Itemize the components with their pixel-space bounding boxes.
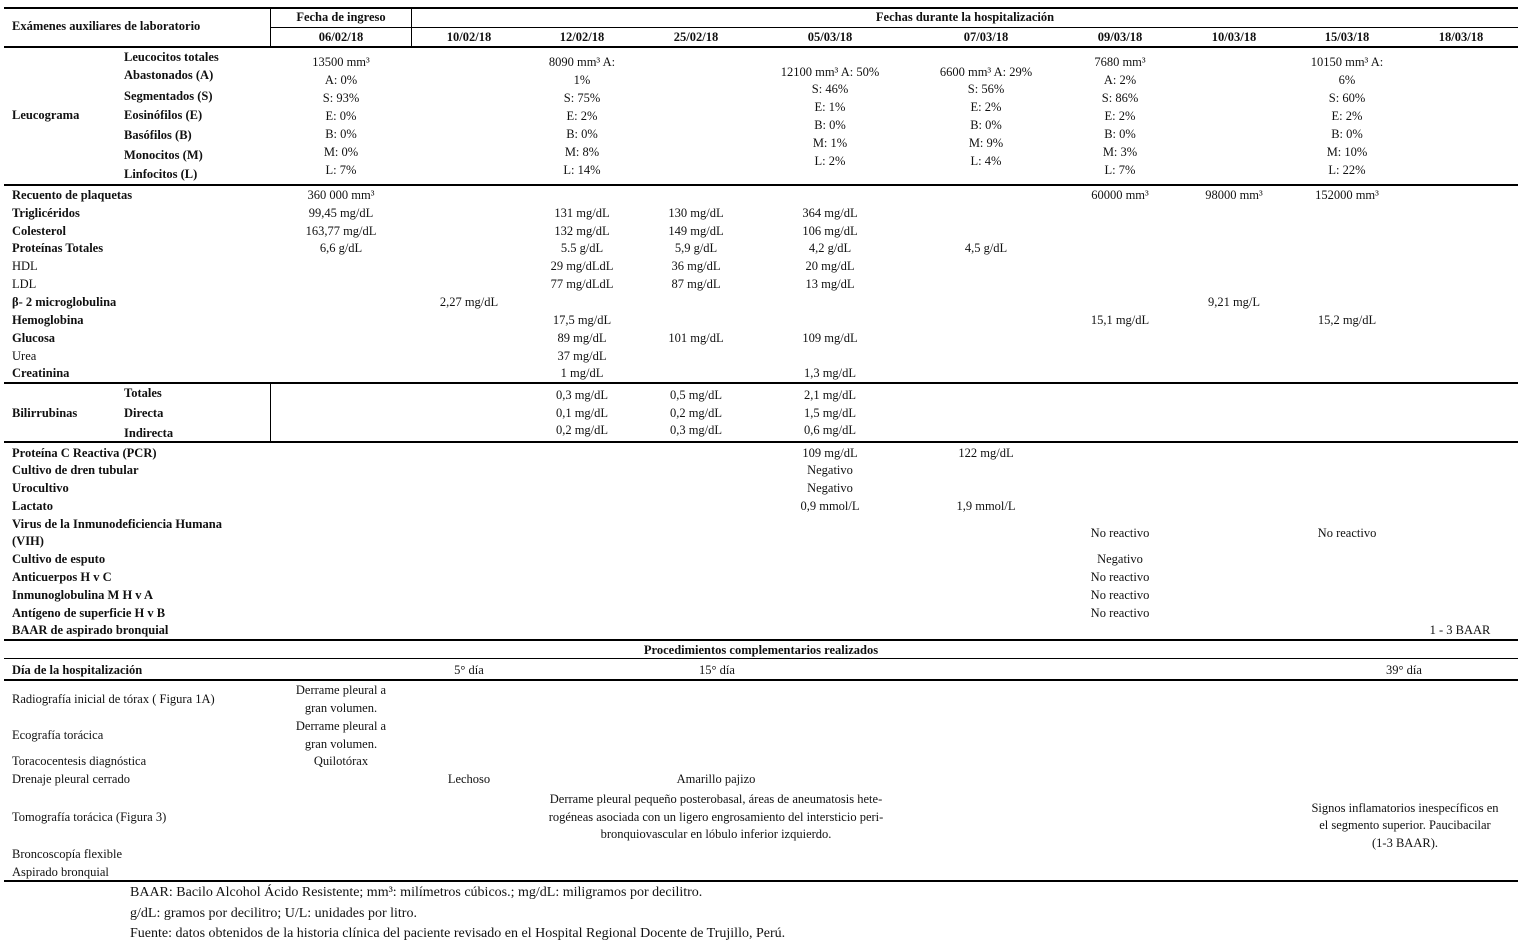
- cell-value: No reactivo: [1090, 570, 1150, 584]
- leuco-value: 7680 mm³: [1094, 55, 1146, 69]
- leuco-sublabel: Segmentados (S): [124, 89, 213, 103]
- rule-proc-title-bottom: [4, 658, 1518, 659]
- date-header: 25/02/18: [673, 30, 719, 44]
- cell-value: 4,2 g/dL: [808, 241, 852, 255]
- leuco-value: M: 3%: [1102, 145, 1138, 159]
- leuco-value: M: 9%: [968, 136, 1004, 150]
- proc-label: Aspirado bronquial: [12, 865, 109, 879]
- leuco-value: B: 0%: [325, 127, 357, 141]
- bilirrubinas-label: Bilirrubinas: [12, 406, 78, 420]
- proc-value: gran volumen.: [304, 737, 378, 751]
- leuco-value: 13500 mm³: [312, 55, 370, 69]
- leuco-value: L: 22%: [1328, 163, 1366, 177]
- leuco-value: 10150 mm³ A:: [1310, 55, 1384, 69]
- leuco-value: S: 56%: [967, 82, 1005, 96]
- table-title: Exámenes auxiliares de laboratorio: [12, 19, 201, 33]
- proc-value: gran volumen.: [304, 701, 378, 715]
- cell-value: 9,21 mg/L: [1207, 295, 1261, 309]
- date-header: 05/03/18: [807, 30, 853, 44]
- cell-value: 109 mg/dL: [802, 446, 858, 460]
- bili-sublabel: Directa: [124, 406, 164, 420]
- leuco-value: M: 0%: [323, 145, 359, 159]
- cell-value: Negativo: [807, 463, 853, 477]
- rule-bili-bottom: [4, 441, 1518, 443]
- cell-value: 101 mg/dL: [668, 331, 724, 345]
- cell-value: 29 mg/dLdL: [550, 259, 614, 273]
- cell-value: No reactivo: [1090, 526, 1150, 540]
- cell-value: 122 mg/dL: [958, 446, 1014, 460]
- cell-value: No reactivo: [1090, 606, 1150, 620]
- rule-day-bottom: [4, 679, 1518, 681]
- leuco-value: E: 0%: [325, 109, 357, 123]
- cell-value: Negativo: [807, 481, 853, 495]
- cell-value: 60000 mm³: [1091, 188, 1149, 202]
- proc-label: Tomografía torácica (Figura 3): [12, 810, 167, 824]
- leuco-value: B: 0%: [1104, 127, 1136, 141]
- cell-value: 37 mg/dL: [557, 349, 607, 363]
- cell-value: 0,6 mg/dL: [803, 423, 857, 437]
- rule-table-bottom: [4, 880, 1518, 882]
- cell-value: 360 000 mm³: [307, 188, 375, 202]
- row-label-proteinas: Proteínas Totales: [12, 241, 104, 255]
- leuco-value: M: 1%: [812, 136, 848, 150]
- leuco-sublabel: Leucocitos totales: [124, 50, 219, 64]
- date-header: 10/03/18: [1211, 30, 1257, 44]
- cell-value: 152000 mm³: [1315, 188, 1379, 202]
- cell-value: 5.5 g/dL: [560, 241, 604, 255]
- rule-header-bottom: [4, 46, 1518, 48]
- cell-value: 1 - 3 BAAR: [1429, 623, 1491, 637]
- rule-bili-top: [4, 382, 1518, 384]
- header-fecha-ingreso: Fecha de ingreso: [296, 10, 386, 24]
- row-label-hemoglobina: Hemoglobina: [12, 313, 84, 327]
- row-label-hvc: Anticuerpos H v C: [12, 570, 112, 584]
- leuco-value: 1%: [573, 73, 591, 87]
- leuco-value: L: 7%: [325, 163, 357, 177]
- date-header: 15/03/18: [1324, 30, 1370, 44]
- procedures-title: Procedimientos complementarios realizados: [643, 643, 879, 657]
- row-label-plaquetas: Recuento de plaquetas: [12, 188, 133, 202]
- proc-value: (1-3 BAAR).: [1372, 836, 1438, 850]
- cell-value: 98000 mm³: [1205, 188, 1263, 202]
- row-label-lactato: Lactato: [12, 499, 53, 513]
- leuco-sublabel: Basófilos (B): [124, 128, 192, 142]
- row-label-b2m: β- 2 microglobulina: [12, 295, 117, 309]
- cell-value: 6,6 g/dL: [319, 241, 363, 255]
- row-label-creatinina: Creatinina: [12, 366, 70, 380]
- date-header: 12/02/18: [559, 30, 605, 44]
- proc-value: Derrame pleural a: [295, 719, 387, 733]
- row-label-urea: Urea: [12, 349, 37, 363]
- leuco-value: S: 93%: [322, 91, 360, 105]
- day-label: Día de la hospitalización: [12, 663, 143, 677]
- row-label-vih-2: (VIH): [12, 534, 44, 548]
- cell-value: Negativo: [1097, 552, 1143, 566]
- leuco-value: E: 2%: [566, 109, 598, 123]
- rule-date-header: [270, 27, 1518, 28]
- leuco-value: M: 10%: [1326, 145, 1368, 159]
- proc-value: Derrame pleural a: [295, 683, 387, 697]
- rule-v-bili: [270, 382, 271, 441]
- date-header: 09/03/18: [1097, 30, 1143, 44]
- leuco-value: 6%: [1338, 73, 1356, 87]
- proc-value: Amarillo pajizo: [676, 772, 756, 786]
- date-header: 06/02/18: [318, 30, 364, 44]
- date-header: 07/03/18: [963, 30, 1009, 44]
- row-label-urocultivo: Urocultivo: [12, 481, 69, 495]
- leuco-value: E: 2%: [1104, 109, 1136, 123]
- proc-label: Radiografía inicial de tórax ( Figura 1A): [12, 692, 215, 706]
- row-label-esputo: Cultivo de esputo: [12, 552, 106, 566]
- leuco-value: B: 0%: [566, 127, 598, 141]
- leuco-value: 12100 mm³ A: 50%: [780, 65, 880, 79]
- cell-value: 17,5 mg/dL: [552, 313, 612, 327]
- cell-value: 99,45 mg/dL: [308, 206, 374, 220]
- leuco-value: M: 8%: [564, 145, 600, 159]
- proc-label: Toracocentesis diagnóstica: [12, 754, 147, 768]
- cell-value: 2,1 mg/dL: [803, 388, 857, 402]
- leuco-value: S: 46%: [811, 82, 849, 96]
- leuco-sublabel: Monocitos (M): [124, 148, 203, 162]
- cell-value: 163,77 mg/dL: [305, 224, 377, 238]
- proc-value: bronquiovascular en lóbulo inferior izquierdo.: [600, 827, 832, 841]
- row-label-glucosa: Glucosa: [12, 331, 56, 345]
- proc-label: Broncoscopía flexible: [12, 847, 123, 861]
- row-label-baar: BAAR de aspirado bronquial: [12, 623, 169, 637]
- cell-value: 0,5 mg/dL: [669, 388, 723, 402]
- leuco-value: E: 1%: [814, 100, 846, 114]
- proc-label: Ecografía torácica: [12, 728, 104, 742]
- leuco-value: L: 14%: [563, 163, 601, 177]
- proc-value: Lechoso: [447, 772, 491, 786]
- footnote: g/dL: gramos por decilitro; U/L: unidades por litro.: [130, 906, 417, 921]
- cell-value: 1,9 mmol/L: [956, 499, 1016, 513]
- cell-value: 20 mg/dL: [805, 259, 855, 273]
- cell-value: 1,5 mg/dL: [803, 406, 857, 420]
- leuco-value: L: 2%: [814, 154, 846, 168]
- cell-value: 0,1 mg/dL: [555, 406, 609, 420]
- row-label-pcr: Proteína C Reactiva (PCR): [12, 446, 157, 460]
- leuco-sublabel: Abastonados (A): [124, 68, 214, 82]
- cell-value: No reactivo: [1317, 526, 1377, 540]
- rule-leuco-bottom: [4, 184, 1518, 186]
- footnote: Fuente: datos obtenidos de la historia clínica del paciente revisado en el Hospital Regional Docente de Trujillo, Perú.: [130, 926, 786, 941]
- leuco-value: B: 0%: [814, 118, 846, 132]
- cell-value: 364 mg/dL: [802, 206, 858, 220]
- leucograma-label: Leucograma: [12, 108, 80, 122]
- row-label-ldl: LDL: [12, 277, 37, 291]
- cell-value: 1 mg/dL: [560, 366, 604, 380]
- date-header: 18/03/18: [1438, 30, 1484, 44]
- cell-value: No reactivo: [1090, 588, 1150, 602]
- cell-value: 2,27 mg/dL: [439, 295, 499, 309]
- cell-value: 106 mg/dL: [802, 224, 858, 238]
- cell-value: 109 mg/dL: [802, 331, 858, 345]
- footnote: BAAR: Bacilo Alcohol Ácido Resistente; mm³: milímetros cúbicos.; mg/dL: miligramos por decilitro.: [130, 885, 703, 900]
- leuco-value: B: 0%: [1331, 127, 1363, 141]
- proc-value: Derrame pleural pequeño posterobasal, áreas de aneumatosis hete-: [549, 792, 883, 806]
- cell-value: 0,2 mg/dL: [669, 406, 723, 420]
- day-value: 5° día: [454, 663, 484, 677]
- leuco-sublabel: Linfocitos (L): [124, 167, 198, 181]
- cell-value: 36 mg/dL: [671, 259, 721, 273]
- cell-value: 1,3 mg/dL: [803, 366, 857, 380]
- leuco-value: A: 2%: [1103, 73, 1137, 87]
- cell-value: 0,9 mmol/L: [800, 499, 860, 513]
- leuco-value: E: 2%: [970, 100, 1002, 114]
- proc-value: Quilotórax: [313, 754, 369, 768]
- proc-label: Drenaje pleural cerrado: [12, 772, 130, 786]
- cell-value: 15,1 mg/dL: [1090, 313, 1150, 327]
- leuco-value: S: 60%: [1328, 91, 1366, 105]
- row-label-trigliceridos: Triglicéridos: [12, 206, 80, 220]
- cell-value: 0,2 mg/dL: [555, 423, 609, 437]
- leuco-value: A: 0%: [324, 73, 358, 87]
- row-label-hdl: HDL: [12, 259, 38, 273]
- cell-value: 89 mg/dL: [557, 331, 607, 345]
- cell-value: 0,3 mg/dL: [555, 388, 609, 402]
- rule-top: [4, 7, 1518, 9]
- bili-sublabel: Indirecta: [124, 426, 174, 440]
- day-value: 39° día: [1386, 663, 1422, 677]
- leuco-value: B: 0%: [970, 118, 1002, 132]
- cell-value: 132 mg/dL: [554, 224, 610, 238]
- date-header: 10/02/18: [446, 30, 492, 44]
- leuco-value: L: 7%: [1104, 163, 1136, 177]
- cell-value: 15,2 mg/dL: [1317, 313, 1377, 327]
- leuco-sublabel: Eosinófilos (E): [124, 108, 203, 122]
- cell-value: 130 mg/dL: [668, 206, 724, 220]
- cell-value: 13 mg/dL: [805, 277, 855, 291]
- leuco-value: 8090 mm³ A:: [548, 55, 616, 69]
- row-label-colesterol: Colesterol: [12, 224, 66, 238]
- proc-value: el segmento superior. Paucibacilar: [1319, 818, 1491, 832]
- cell-value: 149 mg/dL: [668, 224, 724, 238]
- cell-value: 0,3 mg/dL: [669, 423, 723, 437]
- cell-value: 5,9 g/dL: [674, 241, 718, 255]
- row-label-dren: Cultivo de dren tubular: [12, 463, 139, 477]
- cell-value: 87 mg/dL: [671, 277, 721, 291]
- row-label-hbs: Antígeno de superficie H v B: [12, 606, 166, 620]
- row-label-vih: Virus de la Inmunodeficiencia Humana: [12, 517, 222, 531]
- bili-sublabel: Totales: [124, 386, 162, 400]
- row-label-igm: Inmunoglobulina M H v A: [12, 588, 154, 602]
- cell-value: 77 mg/dLdL: [550, 277, 614, 291]
- cell-value: 4,5 g/dL: [964, 241, 1008, 255]
- proc-value: Signos inflamatorios inespecíficos en: [1311, 801, 1499, 815]
- leuco-value: E: 2%: [1331, 109, 1363, 123]
- leuco-value: L: 4%: [970, 154, 1002, 168]
- rule-proc-top: [4, 639, 1518, 641]
- day-value: 15° día: [699, 663, 735, 677]
- leuco-value: 6600 mm³ A: 29%: [939, 65, 1033, 79]
- cell-value: 131 mg/dL: [554, 206, 610, 220]
- leuco-value: S: 75%: [563, 91, 601, 105]
- proc-value: rogéneas asociada con un ligero engrosamiento del intersticio peri-: [548, 810, 884, 824]
- header-fechas-hosp: Fechas durante la hospitalización: [875, 10, 1055, 24]
- leuco-value: S: 86%: [1101, 91, 1139, 105]
